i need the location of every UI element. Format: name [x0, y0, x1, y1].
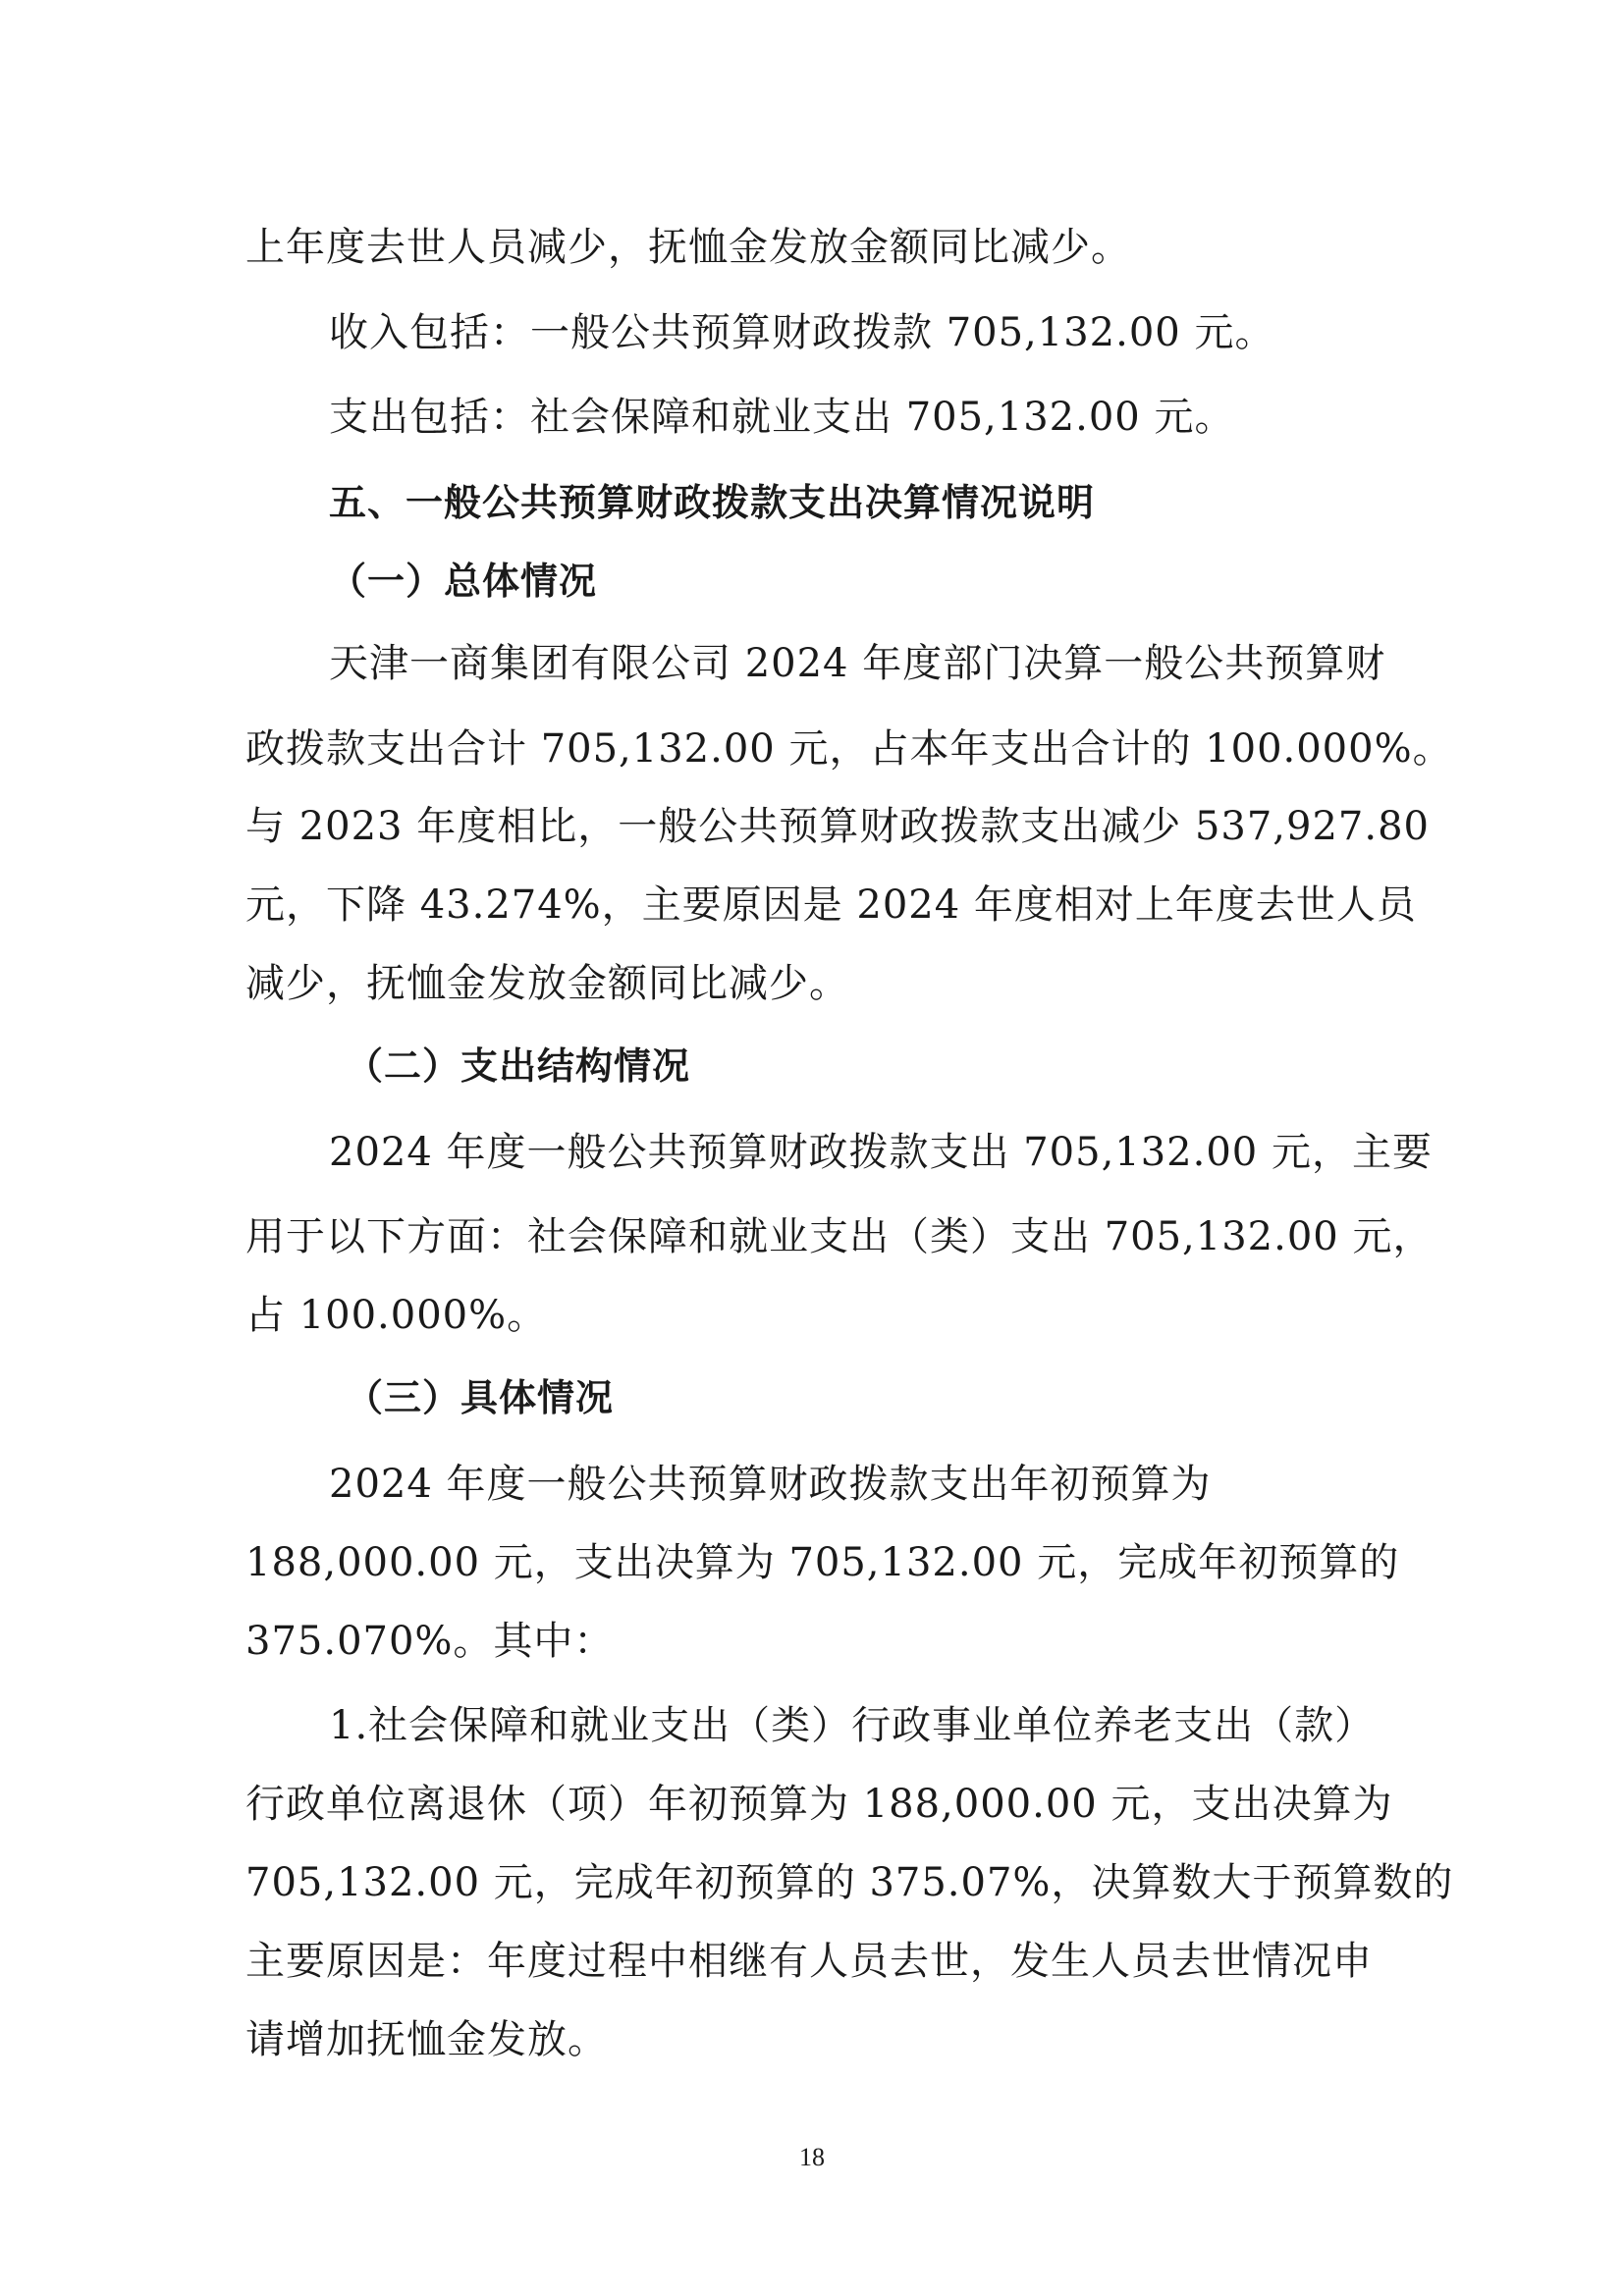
income-line: 收入包括：一般公共预算财政拨款 705,132.00 元。 — [329, 310, 1275, 355]
sub-heading-overall: （一）总体情况 — [329, 560, 598, 603]
sub-heading-structure: （二）支出结构情况 — [346, 1044, 691, 1088]
page-number: 18 — [799, 2143, 825, 2171]
paragraph-line: 元，下降 43.274%，主要原因是 2024 年度相对上年度去世人员 — [245, 882, 1417, 928]
paragraph-line: 375.070%。其中： — [245, 1619, 615, 1664]
paragraph-line: 占 100.000%。 — [245, 1293, 548, 1338]
paragraph-line: 主要原因是：年度过程中相继有人员去世，发生人员去世情况申 — [245, 1939, 1373, 1984]
paragraph-line: 行政单位离退休（项）年初预算为 188,000.00 元，支出决算为 — [245, 1782, 1393, 1827]
paragraph-line: 2024 年度一般公共预算财政拨款支出年初预算为 — [329, 1462, 1212, 1507]
paragraph-line: 188,000.00 元，支出决算为 705,132.00 元，完成年初预算的 — [245, 1540, 1400, 1585]
paragraph-line: 1.社会保障和就业支出（类）行政事业单位养老支出（款） — [329, 1703, 1376, 1748]
paragraph-line: 2024 年度一般公共预算财政拨款支出 705,132.00 元，主要 — [329, 1130, 1433, 1175]
paragraph-line: 705,132.00 元，完成年初预算的 375.07%，决算数大于预算数的 — [245, 1860, 1454, 1905]
paragraph-line: 政拨款支出合计 705,132.00 元，占本年支出合计的 100.000%。 — [245, 726, 1453, 772]
section-heading: 五、一般公共预算财政拨款支出决算情况说明 — [329, 481, 1096, 524]
expense-line: 支出包括：社会保障和就业支出 705,132.00 元。 — [329, 395, 1235, 440]
paragraph-line: 上年度去世人员减少，抚恤金发放金额同比减少。 — [245, 225, 1131, 270]
paragraph-line: 减少，抚恤金发放金额同比减少。 — [245, 961, 849, 1006]
sub-heading-details: （三）具体情况 — [346, 1376, 615, 1419]
paragraph-line: 天津一商集团有限公司 2024 年度部门决算一般公共预算财 — [329, 641, 1386, 686]
paragraph-line: 用于以下方面：社会保障和就业支出（类）支出 705,132.00 元， — [245, 1214, 1434, 1259]
paragraph-line: 与 2023 年度相比，一般公共预算财政拨款支出减少 537,927.80 — [245, 804, 1430, 849]
paragraph-line: 请增加抚恤金发放。 — [245, 2017, 608, 2062]
